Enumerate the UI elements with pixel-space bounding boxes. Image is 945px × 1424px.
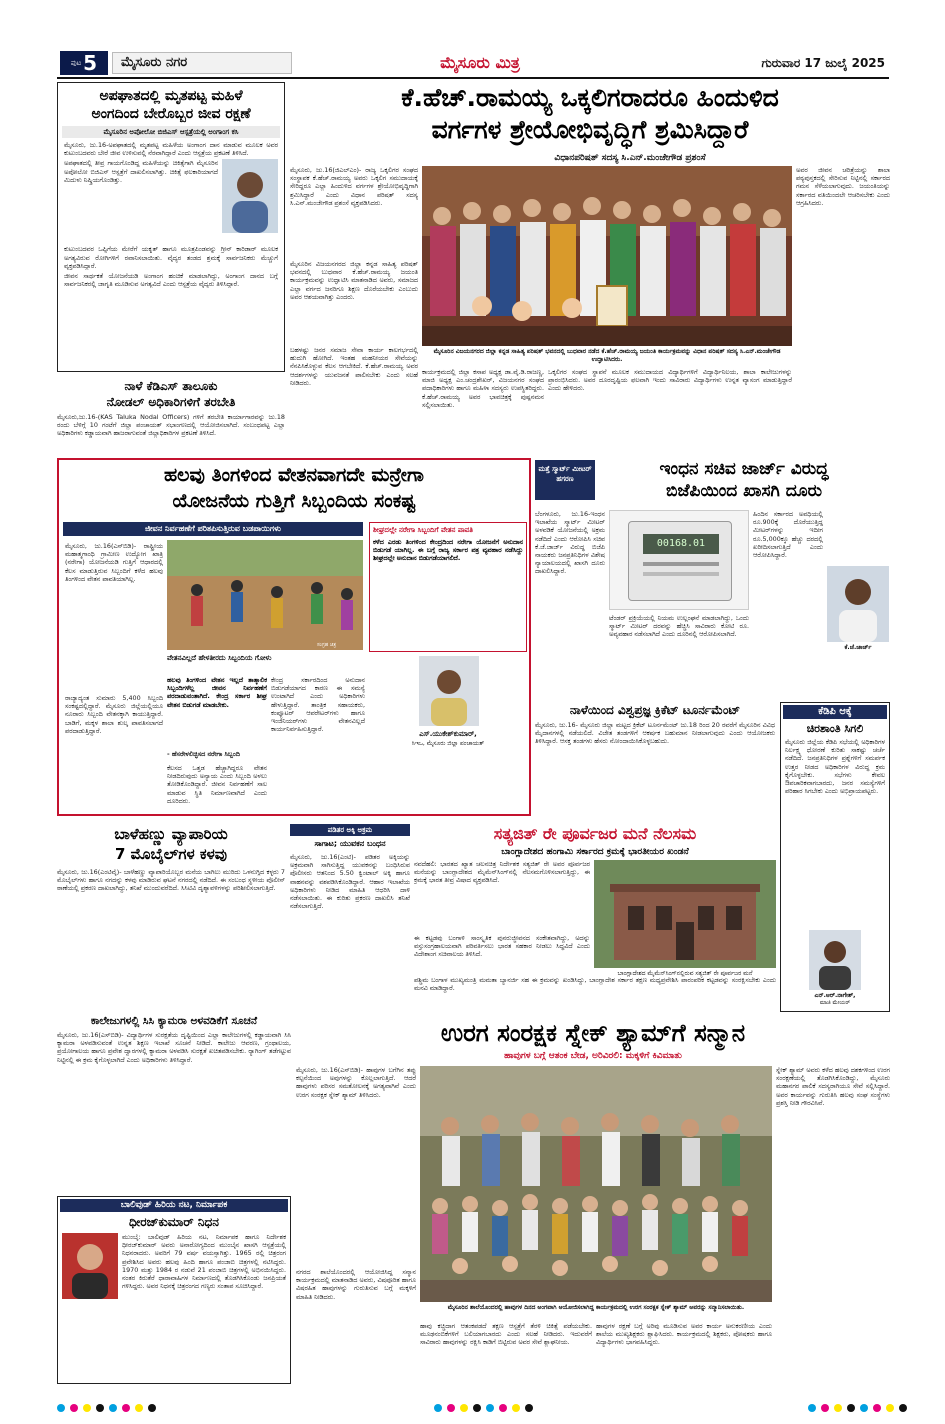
registration-dot	[808, 1404, 816, 1412]
bollywood-headline-2: ಧೀರಜ್‌ಕುಮಾರ್ ನಿಧನ	[129, 1215, 219, 1229]
ration-headline: ಸಾಗಾಟ; ಯುವಕನ ಬಂಧನ	[314, 839, 386, 848]
cricket-story	[535, 702, 775, 816]
registration-dot	[499, 1404, 507, 1412]
snake-photo-caption: ಮೈಸೂರಿನ ಶಾಲೆಯೊಂದರಲ್ಲಿ ಹಾವುಗಳ ದಿನದ ಅಂಗವಾಗಿ ಆಯೋಜಿಸಲಾಗಿದ್ದ ಕಾರ್ಯಕ್ರಮದಲ್ಲಿ ಉರಗ ಸಂರಕ್ಷಕ ಸ್ನೇಕ್ ಶ್ಯಾಮ್ ಅವರನ್ನು ಸನ್ಮಾನಿಸಲಾಯಿತು.	[447, 1304, 745, 1311]
lead-photo-caption: ಮೈಸೂರಿನ ವಿಜಯನಗರದ ಜಿಲ್ಲಾ ಕನ್ನಡ ಸಾಹಿತ್ಯ ಪರಿಷತ್ ಭವನದಲ್ಲಿ ಬುಧವಾರ ನಡೆದ ಕೆ.ಹೆಚ್.ರಾಮಯ್ಯ ಜಯಂತಿ ಕಾರ್ಯಕ್ರಮವನ್ನು ವಿಧಾನ ಪರಿಷತ್ ಸದಸ್ಯ ಸಿ.ಎನ್.ಮಂಜೇಗೌಡ ಉದ್ಘಾಟಿಸಿದರು.	[433, 348, 781, 363]
mnrega-strap: ಜೀವನ ನಿರ್ವಹಣೆಗೆ ಪರಿತಪಿಸುತ್ತಿರುವ ಬಡಪಾಯಿಗಳು	[63, 522, 363, 536]
lead-body-6: ಅವರ ಜೀವನ ಚರಿತ್ರೆಯನ್ನು ಶಾಲಾ ಪಠ್ಯಪುಸ್ತಕದಲ್ಲಿ ಸೇರಿಸುವ ನಿಟ್ಟಿನಲ್ಲಿ ಸರ್ಕಾರದ ಗಮನ ಸೆಳೆಯಲಾಗುವುದು. ಜಯಂತಿಯನ್ನು ಸರ್ಕಾರದ ವತಿಯಿಂದಲೇ ಆಚರಿಸಬೇಕು ಎಂದು ಆಗ್ರಹಿಸಿದರು.	[796, 166, 890, 207]
snake-body-2: ನಗರದ ಶಾಲೆಯೊಂದರಲ್ಲಿ ಆಯೋಜಿಸಿದ್ದ ಸನ್ಮಾನ ಕಾರ್ಯಕ್ರಮದಲ್ಲಿ ಮಾತನಾಡಿದ ಅವರು, ವಿಷಪೂರಿತ ಹಾಗೂ ವಿಷರಹಿತ ಹಾವುಗಳನ್ನು ಗುರುತಿಸುವ ಬಗ್ಗೆ ಮಕ್ಕಳಿಗೆ ಮಾಹಿತಿ ನೀಡಿದರು.	[296, 1268, 416, 1301]
accident-body-3: ಕುಟುಂಬದವರ ಒಪ್ಪಿಗೆಯ ಮೇರೆಗೆ ಯಕೃತ್ ಹಾಗೂ ಮೂತ್ರಪಿಂಡವನ್ನು ಗ್ರೀನ್ ಕಾರಿಡಾರ್ ಮೂಲಕ ಅಗತ್ಯವಿರುವ ರೋಗಿಗಳಿಗೆ ರವಾನಿಸಲಾಯಿತು. ವೈದ್ಯರ ತಂಡದ ಶ್ರಮಕ್ಕೆ ಸಾರ್ವಜನಿಕರು ಮೆಚ್ಚುಗೆ ವ್ಯಕ್ತಪಡಿಸಿದ್ದಾರೆ.	[64, 245, 278, 270]
smart-meter-body-3: ಹಿಂದಿನ ಸರ್ಕಾರದ ಅವಧಿಯಲ್ಲಿ ರೂ.900ಕ್ಕೆ ದೊರೆಯುತ್ತಿದ್ದ ಮೀಟರ್‌ಗಳನ್ನು ಇದೀಗ ರೂ.5,000ಕ್ಕೂ ಹೆಚ್ಚು ದರದಲ್ಲಿ ಖರೀದಿಸಲಾಗುತ್ತಿದೆ ಎಂದು ಆರೋಪಿಸಿದ್ದಾರೆ.	[753, 510, 823, 560]
minister-photo	[827, 566, 889, 642]
smart-meter-body-1: ಬೆಂಗಳೂರು, ಜು.16-ಇಂಧನ ಇಲಾಖೆಯ ಸ್ಮಾರ್ಟ್ ಮೀಟರ್ ಅಳವಡಿಕೆ ಯೋಜನೆಯಲ್ಲಿ ಅಕ್ರಮ ನಡೆದಿದೆ ಎಂದು ಆರೋಪಿಸಿ ಸಚಿವ ಕೆ.ಜೆ.ಜಾರ್ಜ್ ವಿರುದ್ಧ ಬಿಜೆಪಿ ನಾಯಕರು ಜನಪ್ರತಿನಿಧಿಗಳ ವಿಶೇಷ ನ್ಯಾಯಾಲಯದಲ್ಲಿ ಖಾಸಗಿ ದೂರು ದಾಖಲಿಸಿದ್ದಾರೆ.	[535, 510, 605, 576]
mnrega-body-2: ರಾಜ್ಯಾದ್ಯಂತ ಸುಮಾರು 5,400 ಸಿಬ್ಬಂದಿ ಸಂಕಷ್ಟದಲ್ಲಿದ್ದಾರೆ. ಮೈಸೂರು ಜಿಲ್ಲೆಯಲ್ಲಿಯೂ ನೂರಾರು ಸಿಬ್ಬಂದಿ ವೇತನಕ್ಕಾಗಿ ಕಾಯುತ್ತಿದ್ದಾರೆ. ಬಾಡಿಗೆ, ಮಕ್ಕಳ ಶಾಲಾ ಶುಲ್ಕ ಪಾವತಿಸಲಾಗದೆ ಪರದಾಡುತ್ತಿದ್ದಾರೆ.	[65, 694, 163, 735]
meter-label-strip	[643, 562, 719, 566]
satyajit-body-1: ನವದೆಹಲಿ: ಭಾರತದ ಖ್ಯಾತ ಚಲನಚಿತ್ರ ನಿರ್ದೇಶಕ ಸತ್ಯಜಿತ್ ರೇ ಅವರ ಪೂರ್ವಜರ ಮನೆಯನ್ನು ಬಾಂಗ್ಲಾದೇಶದ ಮೈಮೆನ್‌ಸಿಂಗ್‌ನಲ್ಲಿ ನೆಲಸಮಗೊಳಿಸಲಾಗುತ್ತಿದ್ದು, ಈ ಕ್ರಮಕ್ಕೆ ಭಾರತ ತೀವ್ರ ವಿಷಾದ ವ್ಯಕ್ತಪಡಿಸಿದೆ.	[414, 860, 590, 885]
ration-body: ಮೈಸೂರು, ಜು.16(ಎಂಟಿ)- ಪಡಿತರ ಅಕ್ಕಿಯನ್ನು ಅಕ್ರಮವಾಗಿ ಸಾಗಿಸುತ್ತಿದ್ದ ಯುವಕನನ್ನು ಬಂಧಿಸಿರುವ ಪೊಲೀಸರು ಆತನಿಂದ 5.50 ಕ್ವಿಂಟಾಲ್ ಅಕ್ಕಿ ಹಾಗೂ ವಾಹನವನ್ನು ವಶಪಡಿಸಿಕೊಂಡಿದ್ದಾರೆ. ಆಹಾರ ಇಲಾಖೆಯ ಅಧಿಕಾರಿಗಳು ನೀಡಿದ ಮಾಹಿತಿ ಆಧರಿಸಿ ದಾಳಿ ನಡೆಸಲಾಯಿತು. ಈ ಕುರಿತು ಪ್ರಕರಣ ದಾಖಲಿಸಿ ತನಿಖೆ ನಡೆಸಲಾಗುತ್ತಿದೆ.	[290, 853, 410, 911]
ration-tag: ಪಡಿತರ ಅಕ್ಕಿ ಅಕ್ರಮ	[290, 824, 410, 836]
satyajit-body-2: ಈ ಕಟ್ಟಡವು ಬಂಗಾಳಿ ಸಾಂಸ್ಕೃತಿಕ ಪುನರುಜ್ಜೀವನದ ಸಂಕೇತವಾಗಿದ್ದು, ಅದನ್ನು ವಸ್ತುಸಂಗ್ರಹಾಲಯವಾಗಿ ಪರಿವರ್ತಿಸಲು ಭಾರತ ಸಹಕಾರ ನೀಡಲು ಸಿದ್ಧವಿದೆ ಎಂದು ವಿದೇಶಾಂಗ ಸಚಿವಾಲಯ ತಿಳಿಸಿದೆ.	[414, 934, 590, 959]
lead-body-2: ಮೈಸೂರಿನ ವಿಜಯನಗರದ ಜಿಲ್ಲಾ ಕನ್ನಡ ಸಾಹಿತ್ಯ ಪರಿಷತ್ ಭವನದಲ್ಲಿ ಬುಧವಾರ ಕೆ.ಹೆಚ್.ರಾಮಯ್ಯ ಜಯಂತಿ ಕಾರ್ಯಕ್ರಮವನ್ನು ಉದ್ಘಾಟಿಸಿ ಮಾತನಾಡಿದ ಅವರು, ಸಮಾಜದ ಎಲ್ಲಾ ವರ್ಗದ ಜನರಿಗೂ ಶಿಕ್ಷಣ ದೊರೆಯಬೇಕು ಎಂಬುದು ಅವರ ಆಶಯವಾಗಿತ್ತು ಎಂದರು.	[290, 260, 418, 301]
smart-meter-tag: ಮತ್ತೆ ಸ್ಮಾರ್ಟ್ ಮೀಟರ್ ಹಗರಣ	[535, 460, 595, 500]
accident-body-2: ಅಪಘಾತದಲ್ಲಿ ತೀವ್ರ ಗಾಯಗೊಂಡಿದ್ದ ಮಹಿಳೆಯನ್ನು ಚಿಕಿತ್ಸೆಗಾಗಿ ಮೈಸೂರಿನ ಅಪೋಲೋ ಬಿಜಿಎಸ್ ಆಸ್ಪತ್ರೆಗೆ ದಾಖಲಿಸಲಾಗಿತ್ತು. ಚಿಕಿತ್ಸೆ ಫಲಕಾರಿಯಾಗದೆ ಮಿದುಳು ನಿಷ್ಕ್ರಿಯಗೊಂಡಿತ್ತು.	[64, 159, 218, 184]
registration-dot	[821, 1404, 829, 1412]
kdp-body: ಮೈಸೂರು ಜಿಲ್ಲೆಯ ಕೆಡಿಪಿ ಸಭೆಯಲ್ಲಿ ಅಧಿಕಾರಿಗಳ ನಿರ್ಲಕ್ಷ್ಯ ಧೋರಣೆ ಕುರಿತು ಸಾಕಷ್ಟು ಚರ್ಚೆ ನಡೆದಿದೆ. ಜನಪ್ರತಿನಿಧಿಗಳ ಪ್ರಶ್ನೆಗಳಿಗೆ ಸಮರ್ಪಕ ಉತ್ತರ ನೀಡದ ಅಧಿಕಾರಿಗಳ ವಿರುದ್ಧ ಕ್ರಮ ಕೈಗೊಳ್ಳಬೇಕು. ಸಭೆಗಳು ಕೇವಲ ಔಪಚಾರಿಕವಾಗಬಾರದು, ಜನರ ಸಮಸ್ಯೆಗಳಿಗೆ ಪರಿಹಾರ ಸಿಗಬೇಕು ಎಂದು ಅಭಿಪ್ರಾಯಪಟ್ಟರು.	[785, 738, 885, 796]
accident-strap: ಮೈಸೂರಿನ ಅಪೋಲೋ ಬಿಜಿಎಸ್ ಆಸ್ಪತ್ರೆಯಲ್ಲಿ ಅಂಗಾಂಗ ಕಸಿ	[62, 126, 280, 138]
kdp-box	[780, 702, 890, 1012]
mnrega-official-photo	[419, 656, 479, 726]
smart-meter-story	[535, 458, 890, 700]
accident-headline-1: ಅಪಘಾತದಲ್ಲಿ ಮೃತಪಟ್ಟ ಮಹಿಳೆ	[99, 88, 243, 104]
mnrega-headline-1: ಹಲವು ತಿಂಗಳಿಂದ ವೇತನವಾಗದೇ ಮನ್ರೇಗಾ	[163, 464, 425, 486]
section-title: ಮೈಸೂರು ನಗರ	[112, 52, 292, 74]
kds-story	[57, 378, 285, 454]
kdp-headline-1: ಕೆಡಿಪಿ ಆಕ್ಕೆ	[783, 705, 887, 719]
registration-dot	[460, 1404, 468, 1412]
meter-body	[628, 521, 732, 601]
registration-dots-right	[808, 1404, 907, 1412]
page-label: ಪುಟ	[70, 58, 82, 67]
registration-dot	[873, 1404, 881, 1412]
kdp-person-photo	[809, 930, 861, 990]
smart-meter-headline-2: ಬಿಜೆಪಿಯಿಂದ ಖಾಸಗಿ ದೂರು	[666, 481, 822, 501]
satyajit-house-photo	[594, 860, 776, 968]
registration-dot	[57, 1404, 65, 1412]
mnrega-quote-box	[369, 522, 527, 652]
registration-dot	[109, 1404, 117, 1412]
bollywood-actor-photo	[62, 1233, 118, 1299]
snake-body-3: ಹಾವು ಕಚ್ಚಿದಾಗ ಆತಂಕಪಡದೆ ತಕ್ಷಣ ಆಸ್ಪತ್ರೆಗೆ ತೆರಳಿ ಚಿಕಿತ್ಸೆ ಪಡೆಯಬೇಕು. ಮೂಢನಂಬಿಕೆಗಳಿಗೆ ಬಲಿಯಾಗಬಾರದು ಎಂದು ಸಲಹೆ ನೀಡಿದರು. ಇದುವರೆಗೆ ಸಾವಿರಾರು ಹಾವುಗಳನ್ನು ರಕ್ಷಿಸಿ ಕಾಡಿಗೆ ಬಿಟ್ಟಿರುವ ಅವರ ಸೇವೆ ಶ್ಲಾಘನೀಯ.	[420, 1322, 592, 1347]
meter-display: 00168.01	[643, 534, 719, 554]
registration-dot	[899, 1404, 907, 1412]
registration-dot	[834, 1404, 842, 1412]
registration-dot	[525, 1404, 533, 1412]
satyajit-photo-caption: ಬಾಂಗ್ಲಾದೇಶದ ಮೈಮೆನ್‌ಸಿಂಗ್‌ನಲ್ಲಿರುವ ಸತ್ಯಜಿತ್ ರೇ ಪೂರ್ವಜರ ಮನೆ	[617, 970, 753, 977]
lead-body-4: ಕಾರ್ಯಕ್ರಮದಲ್ಲಿ ಜಿಲ್ಲಾ ಕಸಾಪ ಅಧ್ಯಕ್ಷ ಡಾ.ವೈ.ಡಿ.ರಾಜಣ್ಣ, ಮಾಜಿ ಅಧ್ಯಕ್ಷ ಎಂ.ಚಂದ್ರಶೇಖರ್, ವಿಜಯನಗರ ಸಂಘದ ಪದಾಧಿಕಾರಿಗಳು ಹಾಗೂ ಮಹಿಳಾ ಸದಸ್ಯರು ಉಪಸ್ಥಿತರಿದ್ದರು. ಕೆ.ಹೆಚ್.ರಾಮಯ್ಯ ಅವರ ಭಾವಚಿತ್ರಕ್ಕೆ ಪುಷ್ಪನಮನ ಸಲ್ಲಿಸಲಾಯಿತು.	[422, 368, 544, 409]
satyajit-headline: ಸತ್ಯಜಿತ್ ರೇ ಪೂರ್ವಜರ ಮನೆ ನೆಲಸಮ	[493, 824, 697, 843]
lead-body-1: ಮೈಸೂರು, ಜು.16(ಜಿಎಲ್‌ಎಂ)- ರಾಜ್ಯ ಒಕ್ಕಲಿಗರ ಸಂಘದ ಸಂಸ್ಥಾಪಕ ಕೆ.ಹೆಚ್.ರಾಮಯ್ಯ ಅವರು ಒಕ್ಕಲಿಗ ಸಮುದಾಯಕ್ಕೆ ಸೇರಿದ್ದರೂ ಎಲ್ಲಾ ಹಿಂದುಳಿದ ವರ್ಗಗಳ ಶ್ರೇಯೋಭಿವೃದ್ಧಿಗಾಗಿ ಶ್ರಮಿಸಿದ್ದಾರೆ ಎಂದು ವಿಧಾನ ಪರಿಷತ್ ಸದಸ್ಯ ಸಿ.ಎನ್.ಮಂಜೇಗೌಡ ಪ್ರಶಂಸೆ ವ್ಯಕ್ತಪಡಿಸಿದರು.	[290, 166, 418, 207]
snake-subhead: ಹಾವುಗಳ ಬಗ್ಗೆ ಆತಂಕ ಬೇಡ, ಅರಿವಿರಲಿ: ಮಕ್ಕಳಿಗೆ ಕಿವಿಮಾತು	[504, 1051, 682, 1061]
mnrega-official-title: ಸಿಇಒ, ಮೈಸೂರು ಜಿಲ್ಲಾ ಪಂಚಾಯತ್	[411, 740, 485, 747]
accident-body-1: ಮೈಸೂರು, ಜು.16-ಅಪಘಾತದಲ್ಲಿ ಮೃತಪಟ್ಟ ಮಹಿಳೆಯ ಅಂಗಾಂಗ ದಾನ ಮಾಡುವ ಮೂಲಕ ಅವರ ಕುಟುಂಬದವರು ಬೇರೆ ಜೀವ ಉಳಿಸುವಲ್ಲಿ ನೆರವಾಗಿದ್ದಾರೆ ಎಂದು ಆಸ್ಪತ್ರೆಯ ಪ್ರಕಟಣೆ ತಿಳಿಸಿದೆ.	[64, 141, 278, 158]
theft-headline-1: ಬಾಳೆಹಣ್ಣು ವ್ಯಾಪಾರಿಯ	[114, 825, 228, 843]
registration-dot	[486, 1404, 494, 1412]
lead-headline-2: ವರ್ಗಗಳ ಶ್ರೇಯೋಭಿವೃದ್ಧಿಗೆ ಶ್ರಮಿಸಿದ್ದಾರೆ	[431, 115, 749, 144]
mnrega-quote-label: ಶೀಘ್ರದಲ್ಲೇ ನರೇಗಾ ಸಿಬ್ಬಂದಿಗೆ ವೇತನ ಪಾವತಿ	[373, 526, 473, 534]
accident-story-box	[57, 82, 285, 372]
masthead-divider	[57, 77, 889, 79]
ration-story	[290, 824, 410, 1010]
satyajit-subhead: ಬಾಂಗ್ಲಾದೇಶದ ಹಂಗಾಮಿ ಸರ್ಕಾರದ ಕ್ರಮಕ್ಕೆ ಭಾರತೀಯರ ಖಂಡನೆ	[501, 847, 689, 857]
registration-dot	[473, 1404, 481, 1412]
kds-body: ಮೈಸೂರು,ಜು.16-(KAS Taluka Nodal Officers) ಗಳಿಗೆ ತರಬೇತಿ ಕಾರ್ಯಾಗಾರವನ್ನು ಜು.18 ರಂದು ಬೆಳಿಗ್ಗೆ 10 ಗಂಟೆಗೆ ಜಿಲ್ಲಾ ಪಂಚಾಯತ್ ಸಭಾಂಗಣದಲ್ಲಿ ಆಯೋಜಿಸಲಾಗಿದೆ. ಸಂಬಂಧಪಟ್ಟ ಎಲ್ಲಾ ಅಧಿಕಾರಿಗಳು ಕಡ್ಡಾಯವಾಗಿ ಹಾಜರಾಗುವಂತೆ ಜಿಲ್ಲಾಧಿಕಾರಿಗಳ ಪ್ರಕಟಣೆ ತಿಳಿಸಿದೆ.	[57, 413, 285, 438]
accident-headline-2: ಅಂಗದಿಂದ ಬೇರೊಬ್ಬರ ಜೀವ ರಕ್ಷಣೆ	[91, 106, 251, 122]
lead-story	[290, 82, 890, 454]
mnrega-photo-credit: ಸಂಗ್ರಹ ಚಿತ್ರ	[317, 642, 337, 648]
mnrega-quote-2: ಹಲವು ತಿಂಗಳಿಂದ ವೇತನ ಇಲ್ಲದೆ ತಾತ್ಕಾಲಿಕ ಸಿಬ್ಬಂದಿಗಳೆಲ್ಲ ಜೀವನ ನಿರ್ವಹಣೆಗೆ ಪರದಾಡುವಂತಾಗಿದೆ. ಕೇಂದ್ರ ಸರ್ಕಾರ ಶೀಘ್ರ ವೇತನ ಬಿಡುಗಡೆ ಮಾಡಬೇಕು.	[167, 676, 267, 709]
cricket-body: ಮೈಸೂರು, ಜು.16- ಮೈಸೂರು ಜಿಲ್ಲಾ ಮಟ್ಟದ ಕ್ರಿಕೆಟ್ ಟೂರ್ನಮೆಂಟ್ ಜು.18 ರಿಂದ 20 ರವರೆಗೆ ಮೈಸೂರಿನ ವಿವಿಧ ಮೈದಾನಗಳಲ್ಲಿ ನಡೆಯಲಿದೆ. ವಿಜೇತ ತಂಡಗಳಿಗೆ ಆಕರ್ಷಕ ಬಹುಮಾನ ನೀಡಲಾಗುವುದು ಎಂದು ಆಯೋಜಕರು ತಿಳಿಸಿದ್ದಾರೆ. ಆಸಕ್ತ ತಂಡಗಳು ಹೆಸರು ನೋಂದಾಯಿಸಿಕೊಳ್ಳಬಹುದು.	[535, 721, 775, 746]
registration-dot	[434, 1404, 442, 1412]
colleges-story	[57, 1014, 291, 1192]
registration-dot	[96, 1404, 104, 1412]
mnrega-body-3: ಕೇಂದ್ರ ಸರ್ಕಾರದಿಂದ ಅನುದಾನ ಬಿಡುಗಡೆಯಾಗದ ಕಾರಣ ಈ ಸಮಸ್ಯೆ ಉಂಟಾಗಿದೆ ಎಂದು ಅಧಿಕಾರಿಗಳು ಹೇಳುತ್ತಿದ್ದಾರೆ. ತಾಂತ್ರಿಕ ಸಹಾಯಕರು, ಕಂಪ್ಯೂಟರ್ ಆಪರೇಟರ್‌ಗಳು ಹಾಗೂ ಇಂಜಿನಿಯರ್‌ಗಳು ವೇತನವಿಲ್ಲದೆ ಕಾರ್ಯನಿರ್ವಹಿಸುತ್ತಿದ್ದಾರೆ.	[271, 676, 365, 734]
bollywood-box	[57, 1196, 291, 1384]
registration-dots-left	[57, 1404, 156, 1412]
mnrega-story-box	[57, 458, 531, 816]
page-number: 5	[83, 51, 98, 75]
lead-event-photo	[422, 166, 792, 346]
lead-subhead: ವಿಧಾನಪರಿಷತ್ ಸದಸ್ಯ ಸಿ.ಎನ್.ಮಂಜೇಗೌಡ ಪ್ರಶಂಸೆ	[554, 153, 706, 163]
registration-dot	[447, 1404, 455, 1412]
satyajit-body-3: ಪಶ್ಚಿಮ ಬಂಗಾಳ ಮುಖ್ಯಮಂತ್ರಿ ಮಮತಾ ಬ್ಯಾನರ್ಜಿ ಸಹ ಈ ಕ್ರಮವನ್ನು ಖಂಡಿಸಿದ್ದು, ಬಾಂಗ್ಲಾದೇಶ ಸರ್ಕಾರ ತಕ್ಷಣ ಮಧ್ಯಪ್ರವೇಶಿಸಿ ಪಾರಂಪರಿಕ ಕಟ್ಟಡವನ್ನು ಸಂರಕ್ಷಿಸಬೇಕು ಎಂದು ಮನವಿ ಮಾಡಿದ್ದಾರೆ.	[414, 976, 776, 993]
mnrega-headline-2: ಯೋಜನೆಯ ಗುತ್ತಿಗೆ ಸಿಬ್ಬಂದಿಯ ಸಂಕಷ್ಟ	[172, 490, 416, 512]
mnrega-body-4: ಕೆಲಸದ ಒತ್ತಡ ಹೆಚ್ಚಾಗಿದ್ದರೂ ವೇತನ ನೀಡದಿರುವುದು ಅನ್ಯಾಯ ಎಂದು ಸಿಬ್ಬಂದಿ ಅಳಲು ತೋಡಿಕೊಂಡಿದ್ದಾರೆ. ಜೀವನ ನಿರ್ವಹಣೆಗೆ ಸಾಲ ಮಾಡುವ ಸ್ಥಿತಿ ನಿರ್ಮಾಣವಾಗಿದೆ ಎಂದು ದೂರಿದರು.	[167, 764, 267, 805]
snake-event-photo	[420, 1066, 772, 1302]
kdp-person-name: ಎನ್.ಆರ್.ನಾಗೇಶ್,	[814, 992, 856, 999]
colleges-body: ಮೈಸೂರು, ಜು.16(ಎಸ್‌ಬಿಡಿ)- ವಿದ್ಯಾರ್ಥಿಗಳ ಸುರಕ್ಷತೆಯ ದೃಷ್ಟಿಯಿಂದ ಎಲ್ಲಾ ಕಾಲೇಜುಗಳಲ್ಲಿ ಕಡ್ಡಾಯವಾಗಿ ಸಿಸಿ ಕ್ಯಾಮರಾ ಅಳವಡಿಸುವಂತೆ ಉನ್ನತ ಶಿಕ್ಷಣ ಇಲಾಖೆ ಸೂಚನೆ ನೀಡಿದೆ. ಕಾಲೇಜು ಆವರಣ, ಗ್ರಂಥಾಲಯ, ಪ್ರಯೋಗಾಲಯ ಹಾಗೂ ಪ್ರವೇಶ ದ್ವಾರಗಳಲ್ಲಿ ಕ್ಯಾಮರಾ ಅಳವಡಿಸಿ ಸುರಕ್ಷತೆ ಖಚಿತಪಡಿಸಬೇಕು. ರ‍್ಯಾಗಿಂಗ್ ತಡೆಗಟ್ಟುವ ನಿಟ್ಟಿನಲ್ಲಿ ಈ ಕ್ರಮ ಕೈಗೊಳ್ಳಲಾಗಿದೆ ಎಂದು ಅಧಿಕಾರಿಗಳು ತಿಳಿಸಿದ್ದಾರೆ.	[57, 1031, 291, 1064]
mnrega-official-name: ಎಸ್.ಯುಕೇಶ್‌ಕುಮಾರ್,	[419, 730, 477, 738]
lead-headline-1: ಕೆ.ಹೆಚ್.ರಾಮಯ್ಯ ಒಕ್ಕಲಿಗರಾದರೂ ಹಿಂದುಳಿದ	[401, 83, 779, 112]
snake-body-4: ಹಾವುಗಳ ರಕ್ಷಣೆ ಬಗ್ಗೆ ಅರಿವು ಮೂಡಿಸುವ ಅವರ ಕಾರ್ಯ ಅನುಕರಣೀಯ ಎಂದು ಶಾಲೆಯ ಮುಖ್ಯಶಿಕ್ಷಕರು ಶ್ಲಾಘಿಸಿದರು. ಕಾರ್ಯಕ್ರಮದಲ್ಲಿ ಶಿಕ್ಷಕರು, ಪೋಷಕರು ಹಾಗೂ ವಿದ್ಯಾರ್ಥಿಗಳು ಭಾಗವಹಿಸಿದ್ದರು.	[596, 1322, 772, 1347]
theft-headline-2: 7 ಮೊಬೈಲ್‌ಗಳ ಕಳವು	[114, 845, 227, 863]
registration-dot	[148, 1404, 156, 1412]
snake-headline: ಉರಗ ಸಂರಕ್ಷಕ ಸ್ನೇಕ್ ಶ್ಯಾಮ್‌ಗೆ ಸನ್ಮಾನ	[440, 1019, 746, 1047]
registration-dot	[83, 1404, 91, 1412]
mnrega-workers-photo	[167, 540, 363, 650]
meter-label-strip	[643, 572, 719, 576]
bollywood-headline-1: ಬಾಲಿವುಡ್ ಹಿರಿಯ ನಟ, ನಿರ್ಮಾಪಕ	[60, 1199, 288, 1212]
minister-caption: ಕೆ.ಜೆ.ಜಾರ್ಜ್	[844, 644, 872, 651]
kdp-headline-2: ಚಿರಶಾಂತಿ ಸಿಗಲಿ	[806, 722, 864, 735]
paper-logo: ಮೈಸೂರು ಮಿತ್ರ	[440, 53, 520, 72]
kds-headline-2: ನೋಡಲ್ ಅಧಿಕಾರಿಗಳಿಗೆ ತರಬೇತಿ	[106, 395, 236, 409]
accident-body-4: ಜೀವನ ಸಾರ್ಥಕತೆ ಯೋಜನೆಯಡಿ ಅಂಗಾಂಗ ಹಂಚಿಕೆ ಮಾಡಲಾಗಿದ್ದು, ಅಂಗಾಂಗ ದಾನದ ಬಗ್ಗೆ ಸಾರ್ವಜನಿಕರಲ್ಲಿ ಜಾಗೃತಿ ಮೂಡಿಸುವ ಅಗತ್ಯವಿದೆ ಎಂದು ಆಸ್ಪತ್ರೆಯ ವೈದ್ಯರು ತಿಳಿಸಿದ್ದಾರೆ.	[64, 272, 278, 289]
registration-dot	[847, 1404, 855, 1412]
registration-dot	[860, 1404, 868, 1412]
theft-story	[57, 824, 285, 1010]
lead-body-5: ಒಕ್ಕಲಿಗರ ಸಂಘದ ಸ್ಥಾಪನೆ ಮೂಲಕ ಸಮುದಾಯದ ವಿದ್ಯಾರ್ಥಿಗಳಿಗೆ ವಿದ್ಯಾರ್ಥಿನಿಲಯ, ಶಾಲಾ ಕಾಲೇಜುಗಳನ್ನು ಪ್ರಾರಂಭಿಸಿದರು. ಅವರ ದೂರದೃಷ್ಟಿಯ ಫಲವಾಗಿ ಇಂದು ಸಾವಿರಾರು ವಿದ್ಯಾರ್ಥಿಗಳು ಉನ್ನತ ವ್ಯಾಸಂಗ ಮಾಡುತ್ತಿದ್ದಾರೆ ಎಂದು ಹೇಳಿದರು.	[548, 368, 792, 393]
cricket-headline: ನಾಳೆಯಿಂದ ವಿಶ್ವಪ್ರಜ್ಞ ಕ್ರಿಕೆಟ್ ಟೂರ್ನಮೆಂಟ್	[569, 703, 741, 717]
mnrega-body-1: ಮೈಸೂರು, ಜು.16(ಎಸ್‌ಬಿಡಿ)- ರಾಷ್ಟ್ರೀಯ ಮಹಾತ್ಮಗಾಂಧಿ ಗ್ರಾಮೀಣ ಉದ್ಯೋಗ ಖಾತ್ರಿ (ನರೇಗಾ) ಯೋಜನೆಯಡಿ ಗುತ್ತಿಗೆ ಆಧಾರದಲ್ಲಿ ಕೆಲಸ ಮಾಡುತ್ತಿರುವ ಸಿಬ್ಬಂದಿಗೆ ಕಳೆದ ಹಲವು ತಿಂಗಳಿಂದ ವೇತನ ಪಾವತಿಯಾಗಿಲ್ಲ.	[65, 542, 163, 583]
kds-headline-1: ನಾಳೆ ಕೆಡಿಎಸ್ ತಾಲೂಕು	[124, 379, 218, 393]
satyajit-story	[414, 824, 776, 1014]
mnrega-quote-2-by: - ಹೆಸರೇಳಲಿಚ್ಛಿಸದ ನರೇಗಾ ಸಿಬ್ಬಂದಿ	[167, 750, 240, 758]
bollywood-body: ಮುಂಬೈ: ಬಾಲಿವುಡ್ ಹಿರಿಯ ನಟ, ನಿರ್ಮಾಪಕ ಹಾಗೂ ನಿರ್ದೇಶಕ ಧೀರಜ್‌ಕುಮಾರ್ ಅವರು ಅನಾರೋಗ್ಯದಿಂದ ಮುಂಬೈನ ಖಾಸಗಿ ಆಸ್ಪತ್ರೆಯಲ್ಲಿ ನಿಧನರಾದರು. ಅವರಿಗೆ 79 ವರ್ಷ ವಯಸ್ಸಾಗಿತ್ತು. 1965 ರಲ್ಲಿ ಚಿತ್ರರಂಗ ಪ್ರವೇಶಿಸಿದ ಅವರು ಹಲವು ಹಿಂದಿ ಹಾಗೂ ಪಂಜಾಬಿ ಚಿತ್ರಗಳಲ್ಲಿ ನಟಿಸಿದ್ದರು. 1970 ಮತ್ತು 1984 ರ ನಡುವೆ 21 ಪಂಜಾಬಿ ಚಿತ್ರಗಳಲ್ಲಿ ಅಭಿನಯಿಸಿದ್ದರು. ನಂತರ ಕಿರುತೆರೆ ಧಾರಾವಾಹಿಗಳ ನಿರ್ಮಾಣದಲ್ಲಿ ತೊಡಗಿಸಿಕೊಂಡು ಜನಪ್ರಿಯತೆ ಗಳಿಸಿದ್ದರು. ಅವರ ನಿಧನಕ್ಕೆ ಚಿತ್ರರಂಗದ ಗಣ್ಯರು ಸಂತಾಪ ಸೂಚಿಸಿದ್ದಾರೆ.	[122, 1233, 286, 1291]
snake-story	[296, 1018, 890, 1388]
smart-meter-headline-1: ಇಂಧನ ಸಚಿವ ಜಾರ್ಜ್ ವಿರುದ್ಧ	[659, 459, 829, 479]
accident-victim-photo	[222, 159, 278, 233]
theft-body: ಮೈಸೂರು, ಜು.16(ಎಂಟಿವೈ)- ಬಾಳೆಹಣ್ಣು ವ್ಯಾಪಾರಿಯೊಬ್ಬರ ಮನೆಯ ಬಾಗಿಲು ಮುರಿದು ಒಳನುಗ್ಗಿದ ಕಳ್ಳರು 7 ಮೊಬೈಲ್‌ಗಳು ಹಾಗೂ ನಗದನ್ನು ಕಳವು ಮಾಡಿರುವ ಘಟನೆ ನಗರದಲ್ಲಿ ನಡೆದಿದೆ. ಈ ಸಂಬಂಧ ಸ್ಥಳೀಯ ಪೊಲೀಸ್ ಠಾಣೆಯಲ್ಲಿ ಪ್ರಕರಣ ದಾಖಲಾಗಿದ್ದು, ತನಿಖೆ ಮುಂದುವರೆದಿದೆ. ಸಿಸಿಟಿವಿ ದೃಶ್ಯಾವಳಿಗಳನ್ನು ಪರಿಶೀಲಿಸಲಾಗುತ್ತಿದೆ.	[57, 868, 285, 893]
registration-dot	[122, 1404, 130, 1412]
registration-dot	[70, 1404, 78, 1412]
snake-body-5: ಸ್ನೇಕ್ ಶ್ಯಾಮ್ ಅವರು ಕಳೆದ ಹಲವು ದಶಕಗಳಿಂದ ಉರಗ ಸಂರಕ್ಷಣೆಯಲ್ಲಿ ತೊಡಗಿಸಿಕೊಂಡಿದ್ದು, ಮೈಸೂರು ಮಹಾನಗರ ಪಾಲಿಕೆ ಸದಸ್ಯರಾಗಿಯೂ ಸೇವೆ ಸಲ್ಲಿಸಿದ್ದಾರೆ. ಅವರ ಕಾರ್ಯವನ್ನು ಗುರುತಿಸಿ ಹಲವು ಸಂಘ ಸಂಸ್ಥೆಗಳು ಪ್ರಶಸ್ತಿ ನೀಡಿ ಗೌರವಿಸಿವೆ.	[776, 1066, 890, 1107]
registration-dots-center	[434, 1404, 533, 1412]
registration-dot	[886, 1404, 894, 1412]
registration-dot	[135, 1404, 143, 1412]
kdp-person-title: ಮಾಜಿ ಮೇಯರ್	[819, 1000, 851, 1006]
registration-dot	[512, 1404, 520, 1412]
colleges-headline: ಕಾಲೇಜುಗಳಲ್ಲಿ ಸಿಸಿ ಕ್ಯಾಮರಾ ಅಳವಡಿಕೆಗೆ ಸೂಚನೆ	[90, 1015, 258, 1027]
smart-meter-photo	[609, 510, 749, 610]
smart-meter-body-2: ಟೆಂಡರ್ ಪ್ರಕ್ರಿಯೆಯಲ್ಲಿ ನಿಯಮ ಉಲ್ಲಂಘನೆ ಮಾಡಲಾಗಿದ್ದು, ಒಂದು ಸ್ಮಾರ್ಟ್ ಮೀಟರ್ ದರವನ್ನು ಹೆಚ್ಚಿಸಿ ಸಾವಿರಾರು ಕೋಟಿ ರೂ. ಅವ್ಯವಹಾರ ನಡೆಸಲಾಗಿದೆ ಎಂದು ದೂರಿನಲ್ಲಿ ಆರೋಪಿಸಲಾಗಿದೆ.	[609, 614, 749, 639]
mnrega-sub-label: ವೇತನವಿಲ್ಲದೆ ಹೇಳತೀರದು ಸಿಬ್ಬಂದಿಯ ಗೋಳು	[167, 654, 272, 662]
lead-body-3: ಬಹಳಷ್ಟು ಜನರ ಸಮಾಜ ಸೇವಾ ಕಾರ್ಯ ಕಾಲಗರ್ಭದಲ್ಲಿ ಹುದುಗಿ ಹೋಗಿದೆ. ಇಂತಹ ಮಹನೀಯರ ಸೇವೆಯನ್ನು ನೆನಪಿಸಿಕೊಳ್ಳುವ ಕೆಲಸ ಆಗಬೇಕಿದೆ. ಕೆ.ಹೆಚ್.ರಾಮಯ್ಯ ಅವರ ಆದರ್ಶಗಳನ್ನು ಯುವಜನತೆ ಪಾಲಿಸಬೇಕು ಎಂದು ಸಲಹೆ ನೀಡಿದರು.	[290, 346, 418, 387]
issue-date: ಗುರುವಾರ 17 ಜುಲೈ 2025	[761, 56, 885, 70]
page-number-box	[60, 51, 108, 75]
snake-body-1: ಮೈಸೂರು, ಜು.16(ಎಸ್‌ಬಿಡಿ)- ಹಾವುಗಳ ಬಗೆಗಿನ ತಪ್ಪು ಕಲ್ಪನೆಯಿಂದ ಅವುಗಳನ್ನು ಕೊಲ್ಲಲಾಗುತ್ತಿದೆ. ಆದರೆ ಹಾವುಗಳು ಪರಿಸರ ಸಮತೋಲನಕ್ಕೆ ಅಗತ್ಯವಾಗಿವೆ ಎಂದು ಉರಗ ಸಂರಕ್ಷಕ ಸ್ನೇಕ್ ಶ್ಯಾಮ್ ತಿಳಿಸಿದರು.	[296, 1066, 416, 1099]
mnrega-quote-text: ಕಳೆದ ಎರಡು ತಿಂಗಳಿಂದ ಕೇಂದ್ರದಿಂದ ನರೇಗಾ ಯೋಜನೆಗೆ ಅನುದಾನ ಬಿಡುಗಡೆ ಯಾಗಿಲ್ಲ. ಈ ಬಗ್ಗೆ ರಾಜ್ಯ ಸರ್ಕಾರ ಪತ್ರ ವ್ಯವಹಾರ ನಡೆಸಿದ್ದು ಶೀಘ್ರದಲ್ಲೇ ಅನುದಾನ ಬಿಡುಗಡೆಯಾಗಲಿದೆ.	[373, 538, 523, 563]
